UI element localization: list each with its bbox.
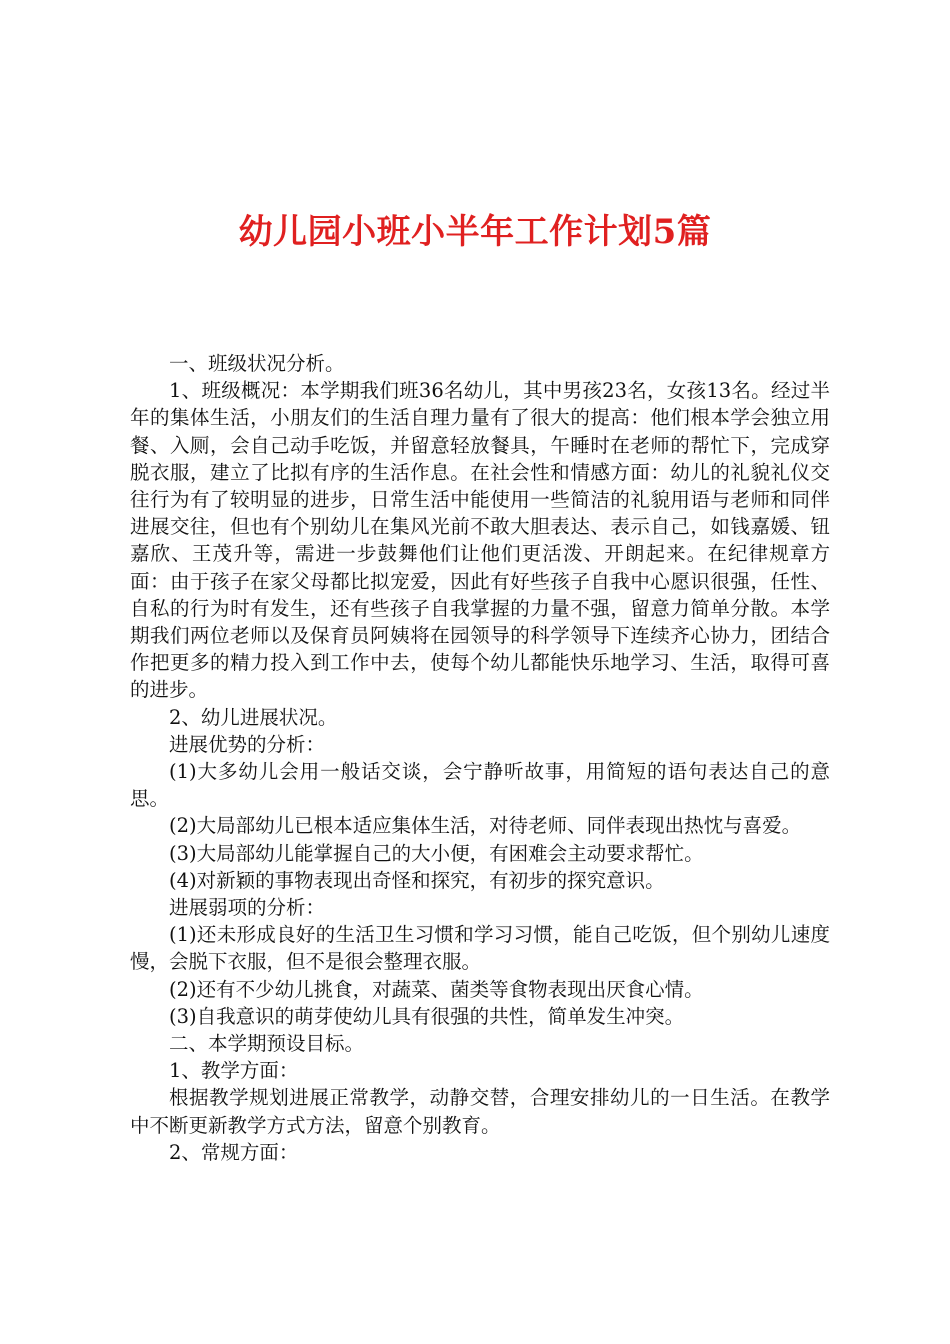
list-item-weakness-2: (2)还有不少幼儿挑食，对蔬菜、菌类等食物表现出厌食心情。	[169, 977, 704, 1001]
document-body	[130, 350, 830, 1166]
list-item-strength-4: (4)对新颖的事物表现出奇怪和探究，有初步的探究意识。	[169, 868, 665, 892]
subheading-weaknesses: 进展弱项的分析：	[169, 896, 326, 920]
section-heading-goals: 二、本学期预设目标。	[169, 1032, 365, 1056]
section-heading-class-analysis: 一、班级状况分析。	[169, 352, 345, 375]
list-item-weakness-3: (3)自我意识的萌芽使幼儿具有很强的共性，简单发生冲突。	[169, 1004, 685, 1028]
subheading-routine: 2、常规方面：	[169, 1140, 299, 1164]
subheading-teaching: 1、教学方面：	[169, 1059, 299, 1083]
list-item-strength-2: (2)大局部幼儿已根本适应集体生活，对待老师、同伴表现出热忱与喜爱。	[169, 814, 802, 838]
subheading-development-status: 2、幼儿进展状况。	[169, 705, 338, 729]
subheading-strengths: 进展优势的分析：	[169, 732, 326, 756]
paragraph-teaching: 根据教学规划进展正常教学，动静交替，合理安排幼儿的一日生活。在教学中不断更新教学方式方法，留意个别教育。	[130, 1086, 830, 1137]
list-item-weakness-1: (1)还未形成良好的生活卫生习惯和学习习惯，能自己吃饭，但个别幼儿速度慢，会脱下衣服，但不是很会整理衣服。	[130, 923, 830, 974]
list-item-strength-3: (3)大局部幼儿能掌握自己的大小便，有困难会主动要求帮忙。	[169, 841, 704, 865]
paragraph-class-overview: 1、班级概况：本学期我们班36名幼儿，其中男孩23名，女孩13名。经过半年的集体生活，小朋友们的生活自理力量有了很大的提高：他们根本学会独立用餐、入厕，会自己动手吃饭，并留意轻放餐具，午睡时在老师的帮忙下，完成穿脱衣服，建立了比拟有序的生活作息。在社会性和情感方面：幼儿的礼貌礼仪交往行为有了较明显的进步，日常生活中能使用一些简洁的礼貌用语与老师和同伴进展交往，但也有个别幼儿在集风光前不敢大胆表达、表示自己，如钱嘉媛、钮嘉欣、王茂升等，需进一步鼓舞他们让他们更活泼、开朗起来。在纪律规章方面：由于孩子在家父母都比拟宠爱，因此有好些孩子自我中心愿识很强，任性、自私的行为时有发生，还有些孩子自我掌握的力量不强，留意力简单分散。本学期我们两位老师以及保育员阿姨将在园领导的科学领导下连续齐心协力，团结合作把更多的精力投入到工作中去，使每个幼儿都能快乐地学习、生活，取得可喜的进步。	[130, 379, 830, 702]
list-item-strength-1: (1)大多幼儿会用一般话交谈，会宁静听故事，用简短的语句表达自己的意思。	[130, 760, 830, 811]
document-title: 幼儿园小班小半年工作计划5篇	[238, 212, 712, 252]
